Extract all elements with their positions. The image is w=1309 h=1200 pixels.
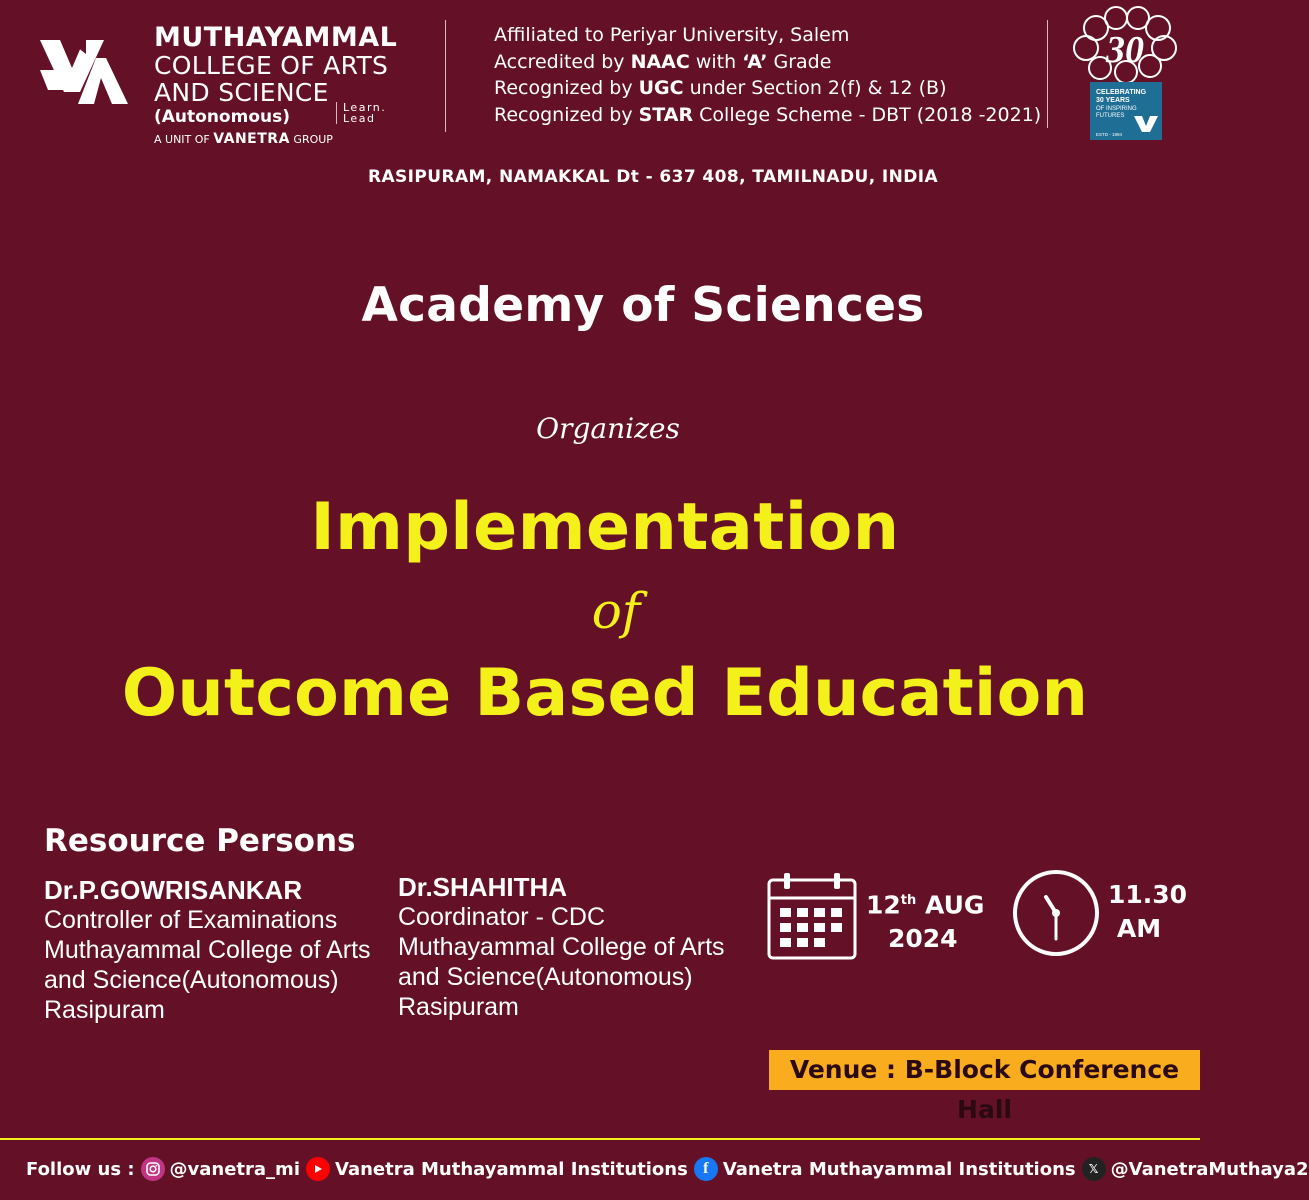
address: RASIPURAM, NAMAKKAL Dt - 637 408, TAMILNADU, INDIA: [367, 167, 939, 187]
facebook-icon[interactable]: f: [694, 1157, 718, 1181]
event-date: [866, 884, 984, 956]
footer-divider: [0, 1138, 1200, 1140]
event-title-line1: Implementation: [310, 490, 900, 565]
tagline-line1: Learn.: [343, 101, 387, 114]
resource-persons-heading: Resource Persons: [44, 823, 356, 859]
college-logo-icon: [38, 30, 130, 106]
resource-person-card: [44, 875, 371, 1025]
tagline: [336, 102, 386, 124]
header-divider-left: [445, 20, 446, 132]
instagram-icon[interactable]: [141, 1157, 165, 1181]
institution-name-line1: MUTHAYAMMAL: [154, 22, 398, 53]
x-icon[interactable]: 𝕏: [1082, 1157, 1106, 1181]
time-meridiem: AM: [1116, 914, 1162, 943]
event-title-line2: Outcome Based Education: [121, 656, 1089, 731]
event-title-of: of: [591, 582, 641, 640]
follow-label: Follow us :: [26, 1158, 135, 1180]
instagram-handle[interactable]: @vanetra_mi: [169, 1158, 300, 1180]
emblem-estd: ESTD - 1994: [1096, 132, 1123, 137]
accreditation-item: Affiliated to Periyar University, Salem: [494, 24, 850, 46]
institution-name-line3: AND SCIENCE: [154, 78, 329, 107]
emblem-30-years-icon: [1072, 6, 1178, 142]
accreditation-item: Recognized by STAR College Scheme - DBT (2018 -2021): [494, 103, 1042, 126]
group-brand: VANETRA: [213, 131, 290, 147]
facebook-page[interactable]: Vanetra Muthayammal Institutions: [722, 1158, 1076, 1180]
group-suffix: GROUP: [293, 133, 333, 146]
accreditation-list: [494, 22, 1041, 128]
institution-name-line2: COLLEGE OF ARTS: [154, 51, 389, 80]
youtube-channel[interactable]: Vanetra Muthayammal Institutions: [335, 1158, 688, 1180]
person-role: Coordinator - CDC: [398, 903, 606, 931]
emblem-text: 30 YEARS: [1096, 97, 1130, 104]
accreditation-item: Accredited by NAAC with ‘A’ Grade: [494, 50, 832, 73]
person-org: and Science(Autonomous): [398, 963, 693, 991]
date-year: 2024: [888, 924, 958, 954]
organizer-title: Academy of Sciences: [361, 278, 925, 333]
header-divider-right: [1047, 20, 1048, 128]
date-month: AUG: [925, 890, 985, 920]
accreditation-item: Recognized by UGC under Section 2(f) & 12 (B): [494, 77, 947, 99]
venue-badge: Venue : B-Block Conference Hall: [769, 1050, 1200, 1090]
date-day-suffix: th: [900, 893, 917, 908]
youtube-icon[interactable]: [306, 1157, 330, 1181]
emblem-text: OF INSPIRING: [1096, 106, 1137, 112]
person-org: Muthayammal College of Arts: [398, 933, 725, 961]
person-place: Rasipuram: [398, 993, 519, 1021]
group-line: [154, 132, 397, 146]
footer-social: [26, 1154, 1309, 1184]
institution-name: [154, 24, 397, 146]
time-value: 11.30: [1108, 880, 1188, 909]
person-name: Dr.P.GOWRISANKAR: [44, 875, 303, 905]
institution-status: (Autonomous): [154, 107, 290, 127]
clock-icon: [1012, 869, 1100, 957]
person-role: Controller of Examinations: [44, 906, 338, 934]
event-time: [1108, 878, 1188, 946]
organizes-text: Organizes: [536, 412, 680, 445]
tagline-line2: Lead: [343, 112, 376, 125]
calendar-icon: [766, 872, 858, 962]
person-org: Muthayammal College of Arts: [44, 936, 371, 964]
group-prefix: A UNIT OF: [154, 133, 210, 146]
person-place: Rasipuram: [44, 996, 165, 1024]
emblem-text: FUTURES: [1096, 113, 1125, 119]
date-day: 12: [866, 890, 901, 920]
emblem-number: 30: [1106, 29, 1144, 71]
x-handle[interactable]: @VanetraMuthaya2: [1110, 1158, 1309, 1180]
person-name: Dr.SHAHITHA: [398, 872, 568, 902]
resource-person-card: [398, 872, 725, 1022]
person-org: and Science(Autonomous): [44, 966, 339, 994]
emblem-text: CELEBRATING: [1096, 89, 1147, 96]
